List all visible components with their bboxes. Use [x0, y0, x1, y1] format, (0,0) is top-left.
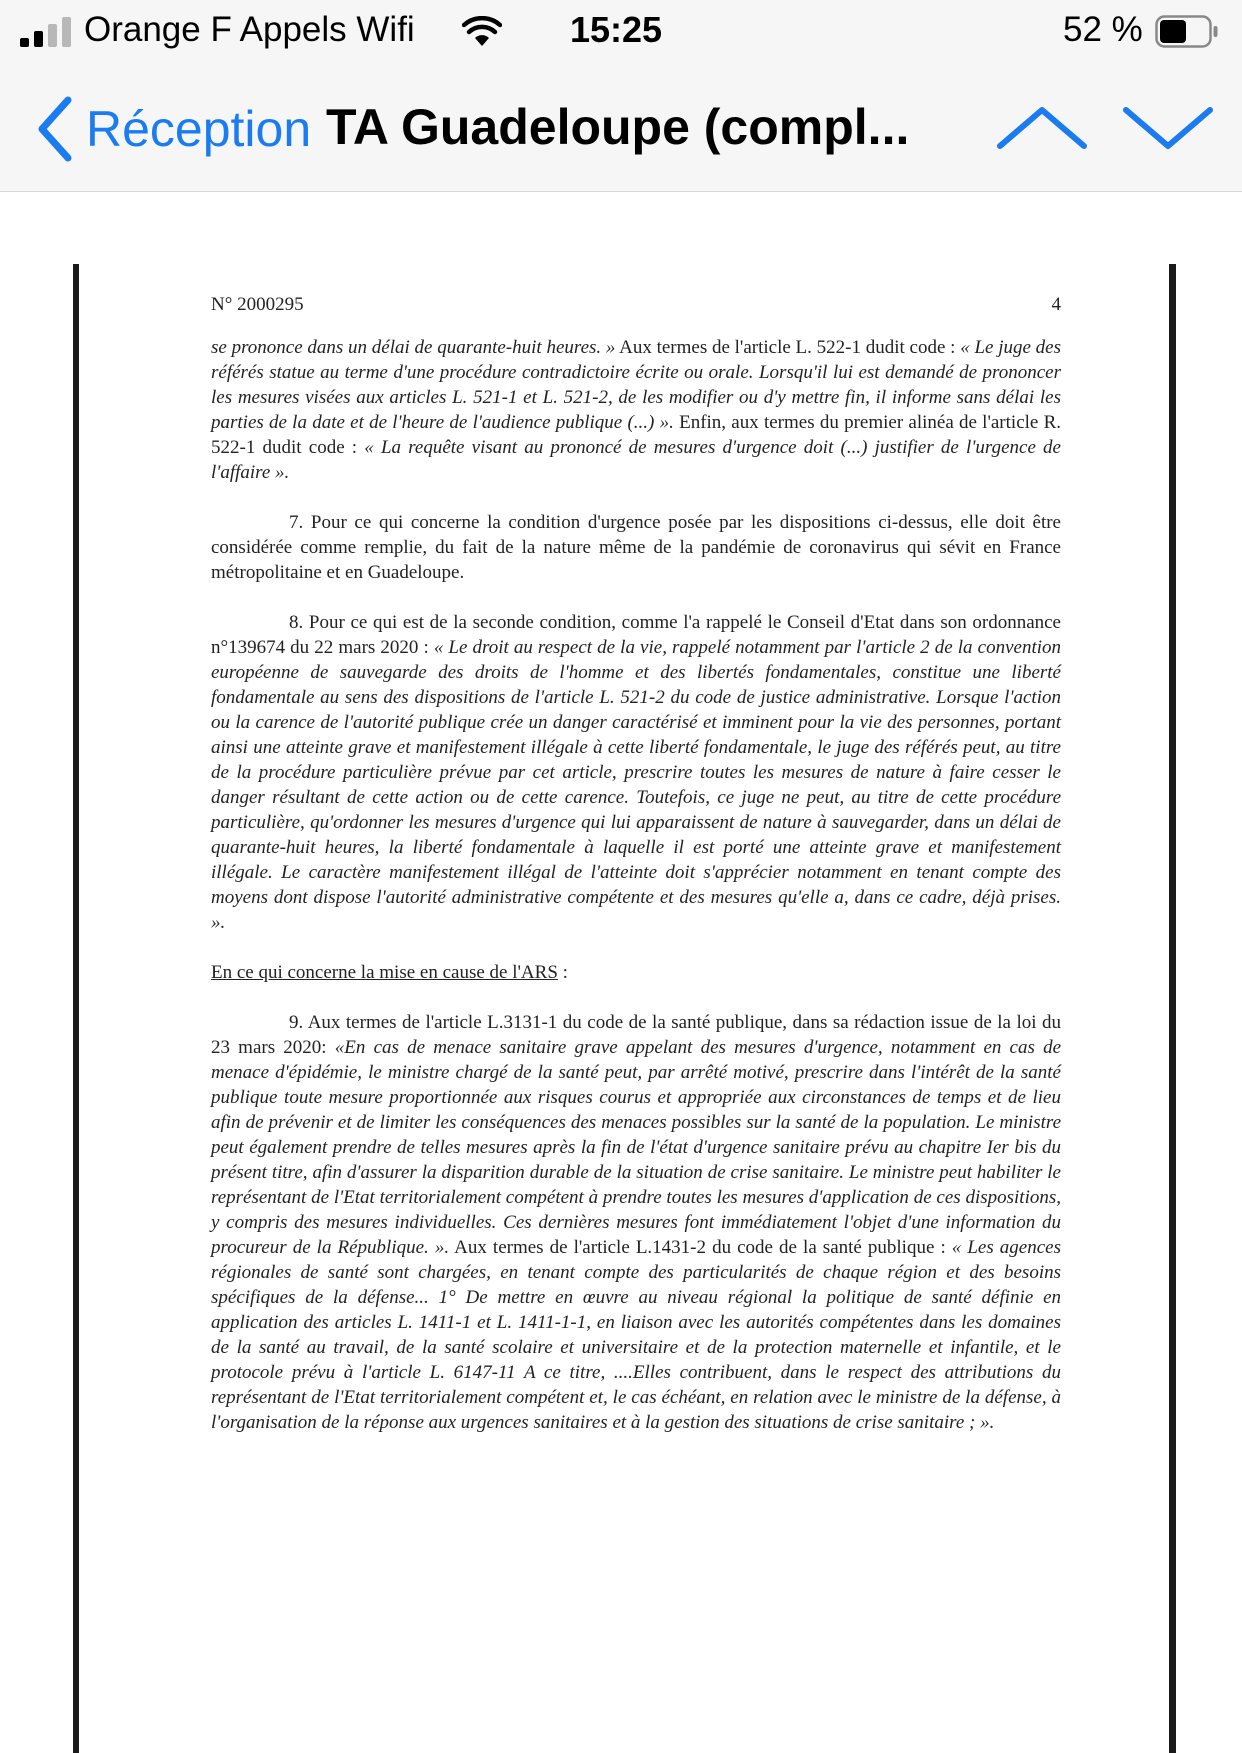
body-text: Enfin, aux termes du premier alinéa de l'article R. 522-1 dudit code : — [211, 412, 1061, 458]
page-number: 4 — [1051, 294, 1061, 315]
back-button-label: Réception — [86, 101, 312, 157]
document-body — [211, 292, 1061, 1460]
body-text: Aux termes de l'article L. 522-1 dudit code : — [615, 337, 961, 358]
quoted-text: « Le droit au respect de la vie, rappelé notamment par l'article 2 de la convention européenne de sauvegarde des droits de l'homme et des libertés fondamentales, constitue une liberté fondamentale au sens des dispositions de l'article L. 521-2 du code de justice administrative. Lorsque l'action ou la carence de l'autorité publique crée un danger caractérisé et imminent pour la vie des personnes, portant ainsi une atteinte grave et manifestement illégale à cette liberté fondamentale, le juge des référés peut, au titre de la procédure particulière prévue par cet article, prescrire toutes les mesures de nature à faire cesser le danger résultant de cette action ou de cette carence. Toutefois, ce juge ne peut, au titre de cette procédure particulière, qu'ordonner les mesures d'urgence qui lui apparaissent de nature à sauvegarder, dans un délai de quarante-huit heures, la liberté fondamentale à laquelle il est porté une atteinte grave et manifestement illégale. Le caractère manifestement illégal de l'atteinte doit s'apprécier notamment en tenant compte des moyens dont dispose l'autorité administrative compétente et des mesures qu'elle a, dans ce cadre, déjà prises. ». — [211, 637, 1062, 933]
clock: 15:25 — [570, 9, 663, 50]
case-number: N° 2000295 — [211, 294, 304, 315]
section-heading: En ce qui concerne la mise en cause de l'ARS — [211, 962, 558, 983]
body-text: 8. Pour ce qui est de la seconde condition, comme l'a rappelé le Conseil d'Etat dans son ordonnance n°139674 du 22 mars 2020 : — [211, 612, 1061, 658]
battery-icon — [1155, 15, 1219, 48]
quoted-text: « Le juge des référés statue au terme d'une procédure contradictoire écrite ou orale. Lorsqu'il lui est demandé de prononcer les mesures visées aux articles L. 521-1 et L. 521-2, de les modifier ou d'y mettre fin, il informe sans délai les parties de la date et de l'heure de l'audience publique (...) ». — [211, 337, 1061, 433]
cellular-signal-icon — [20, 17, 72, 47]
document-page[interactable] — [73, 264, 1176, 1753]
quoted-text: se prononce dans un délai de quarante-huit heures. » — [211, 337, 616, 358]
paragraph-8 — [211, 610, 1061, 935]
body-text: 9. Aux termes de l'article L.3131-1 du code de la santé publique, dans sa rédaction issue de la loi du 23 mars 2020: — [211, 1012, 1061, 1058]
carrier-name: Orange F Appels Wifi — [84, 10, 415, 49]
paragraph-7 — [211, 510, 1061, 585]
chevron-left-icon — [34, 94, 76, 164]
chevron-down-icon[interactable] — [1120, 100, 1216, 156]
quoted-text: « La requête visant au prononcé de mesures d'urgence doit (...) justifier de l'urgence de l'affaire ». — [211, 437, 1061, 483]
wifi-icon — [462, 16, 502, 48]
paragraph-9 — [211, 1010, 1061, 1435]
chevron-up-icon[interactable] — [994, 100, 1090, 156]
navigation-bar — [0, 64, 1242, 192]
section-heading-suffix: : — [557, 962, 568, 983]
body-text: Aux termes de l'article L.1431-2 du code de la santé publique : — [449, 1237, 952, 1258]
status-bar — [0, 0, 1242, 64]
paragraph-continued — [211, 335, 1061, 485]
document-header — [211, 292, 1061, 317]
body-text: 7. Pour ce qui concerne la condition d'urgence posée par les dispositions ci-dessus, elle doit être considérée comme remplie, du fait de la nature même de la pandémie de coronavirus qui sévit en France métropolitaine et en Guadeloupe. — [211, 512, 1061, 583]
quoted-text: « Les agences régionales de santé sont chargées, en tenant compte des particularités de chaque région et des besoins spécifiques de la défense... 1° De mettre en œuvre au niveau régional la politique de santé définie en application des articles L. 1411-1 et L. 1411-1-1, en liaison avec les autorités compétentes dans les domaines de la santé au travail, de la santé scolaire et universitaire et de la protection maternelle et infantile, et le protocole prévu à l'article L. 6147-11 A ce titre, ....Elles contribuent, dans le respect des attributions du représentant de l'Etat territorialement compétent et, le cas échéant, en relation avec le ministre de la défense, à l'organisation de la réponse aux urgences sanitaires et à la gestion des situations de crise sanitaire ; ». — [211, 1237, 1061, 1433]
quoted-text: «En cas de menace sanitaire grave appelant des mesures d'urgence, notamment en cas de menace d'épidémie, le ministre chargé de la santé peut, par arrêté motivé, prescrire dans l'intérêt de la santé publique toute mesure proportionnée aux risques courus et appropriée aux circonstances de temps et de lieu afin de prévenir et de limiter les conséquences des menaces possibles sur la santé de la population. Le ministre peut également prendre de telles mesures après la fin de l'état d'urgence sanitaire prévu au chapitre Ier bis du présent titre, afin d'assurer la disparition durable de la situation de crise sanitaire. Le ministre peut habiliter le représentant de l'Etat territorialement compétent à prendre toutes les mesures d'application de ces dispositions, y compris des mesures individuelles. Ces dernières mesures font immédiatement l'objet d'une information du procureur de la République. ». — [211, 1037, 1062, 1258]
section-heading-paragraph — [211, 960, 1061, 985]
back-button[interactable] — [34, 94, 311, 164]
battery-percentage: 52 % — [1063, 10, 1143, 49]
page-title: TA Guadeloupe (compl... — [326, 99, 910, 155]
